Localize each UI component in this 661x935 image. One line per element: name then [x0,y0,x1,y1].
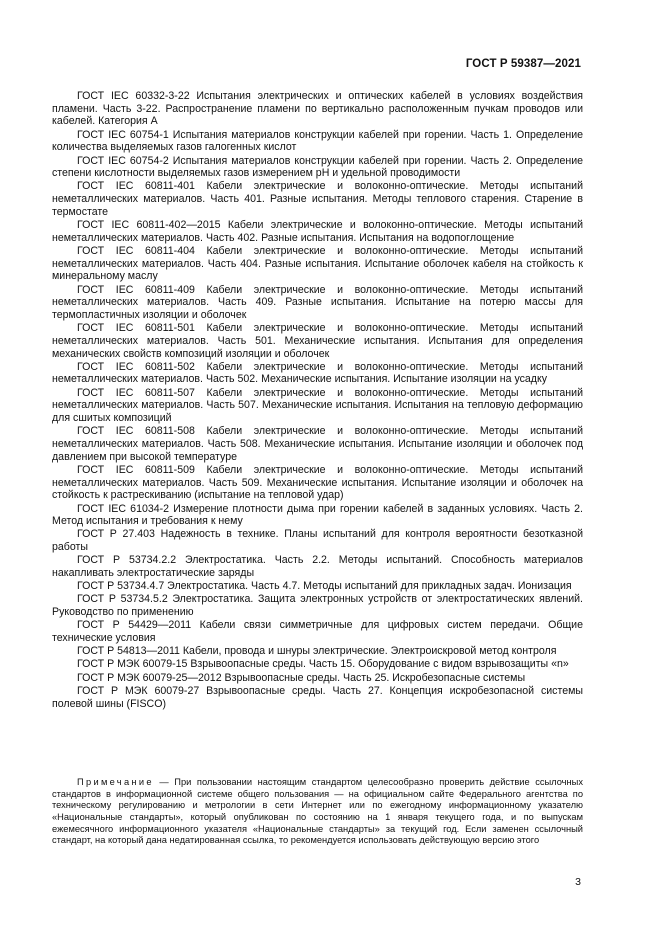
reference-item: ГОСТ IEC 61034-2 Измерение плотности дыма при горении кабелей в заданных условиях. Часть 2. Метод испытания и требования к нему [52,502,583,528]
reference-item: ГОСТ Р МЭК 60079-25—2012 Взрывоопасные среды. Часть 25. Искробезопасные системы [77,671,526,684]
reference-item: ГОСТ IEC 60332-3-22 Испытания электрических и оптических кабелей в условиях воздействия пламени. Часть 3-22. Распространение пламени по вертикально расположенным пучкам проводов или кабелей. Категория А [52,90,583,128]
reference-item: ГОСТ IEC 60811-508 Кабели электрические и волоконно-оптические. Методы испытаний неметаллических материалов. Часть 508. Механические испытания. Испытание изоляции и оболочек под давлением при высокой температуре [52,425,583,463]
note-label: Примечание [77,777,154,788]
reference-item: ГОСТ IEC 60754-2 Испытания материалов конструкции кабелей при горении. Часть 2. Определение степени кислотности выделяемых газов измерением pH и удельной проводимости [52,154,583,180]
reference-item: ГОСТ IEC 60811-501 Кабели электрические и волоконно-оптические. Методы испытаний неметаллических материалов. Часть 501. Механические испытания. Испытания для определения механических свойств композиций изоляции и оболочек [52,322,583,360]
reference-item: ГОСТ IEC 60811-401 Кабели электрические и волоконно-оптические. Методы испытаний неметаллических материалов. Часть 401. Разные испытания. Методы теплового старения. Старение в термостате [52,180,583,218]
reference-item: ГОСТ Р 27.403 Надежность в технике. Планы испытаний для контроля вероятности безотказной работы [52,528,583,554]
reference-item: ГОСТ Р 54813—2011 Кабели, провода и шнуры электрические. Электроискровой метод контроля [77,645,557,658]
reference-item: ГОСТ Р МЭК 60079-15 Взрывоопасные среды. Часть 15. Оборудование с видом взрывозащиты «n» [77,658,569,671]
page-number: 3 [575,876,581,888]
reference-item: ГОСТ IEC 60811-402—2015 Кабели электрические и волоконно-оптические. Методы испытаний неметаллических материалов. Часть 402. Разные испытания. Испытания на водопоглощение [52,219,583,244]
normative-references-list [52,90,583,711]
reference-item: ГОСТ IEC 60754-1 Испытания материалов конструкции кабелей при горении. Часть 1. Определение количества выделяемых газов галогенных кислот [52,128,583,154]
document-number: ГОСТ Р 59387—2021 [465,58,581,70]
reference-item: ГОСТ IEC 60811-404 Кабели электрические и волоконно-оптические. Методы испытаний неметаллических материалов. Часть 404. Разные испытания. Испытание оболочек кабеля на стойкость к минеральному маслу [52,244,583,283]
reference-item: ГОСТ Р 54429—2011 Кабели связи симметричные для цифровых систем передачи. Общие технические условия [52,619,583,645]
reference-item: ГОСТ Р 53734.4.7 Электростатика. Часть 4.7. Методы испытаний для прикладных задач. Ионизация [77,580,572,593]
reference-item: ГОСТ IEC 60811-502 Кабели электрические и волоконно-оптические. Методы испытаний неметаллических материалов. Часть 502. Механические испытания. Испытание изоляции на усадку [52,360,583,386]
reference-item: ГОСТ Р 53734.2.2 Электростатика. Часть 2.2. Методы испытаний. Способность материалов накапливать электростатические заряды [52,554,583,580]
reference-item: ГОСТ IEC 60811-507 Кабели электрические и волоконно-оптические. Методы испытаний неметаллических материалов. Часть 507. Механические испытания. Испытания на тепловую деформацию для сшитых композиций [52,386,583,425]
reference-item: ГОСТ IEC 60811-409 Кабели электрические и волоконно-оптические. Методы испытаний неметаллических материалов. Часть 409. Разные испытания. Испытание на потерю массы для термопластичных изоляции и оболочек [52,283,583,321]
reference-item: ГОСТ Р МЭК 60079-27 Взрывоопасные среды. Часть 27. Концепция искробезопасной системы полевой шины (FISCO) [52,684,583,710]
reference-item: ГОСТ Р 53734.5.2 Электростатика. Защита электронных устройств от электростатических явлений. Руководство по применению [52,593,583,619]
note-paragraph [52,777,583,847]
reference-item: ГОСТ IEC 60811-509 Кабели электрические и волоконно-оптические. Методы испытаний неметаллических материалов. Часть 509. Механические испытания. Испытание изоляции и оболочек на стойкость к растрескиванию (испытание на тепловой удар) [52,463,583,502]
note-text: — При пользовании настоящим стандартом целесообразно проверить действие ссылочных стандартов в информационной системе общего пользования — на официальном сайте Федерального агентства по техническому регулированию и метрологии в сети Интернет или по ежегодному информационному указателю «Национальные стандарты», который опубликован по состоянию на 1 января текущего года, и по выпускам ежемесячного информационного указателя «Национальные стандарты» за текущий год. Если заменен ссылочный стандарт, на который дана недатированная ссылка, то рекомендуется использовать действующую версию этого [52,777,583,846]
